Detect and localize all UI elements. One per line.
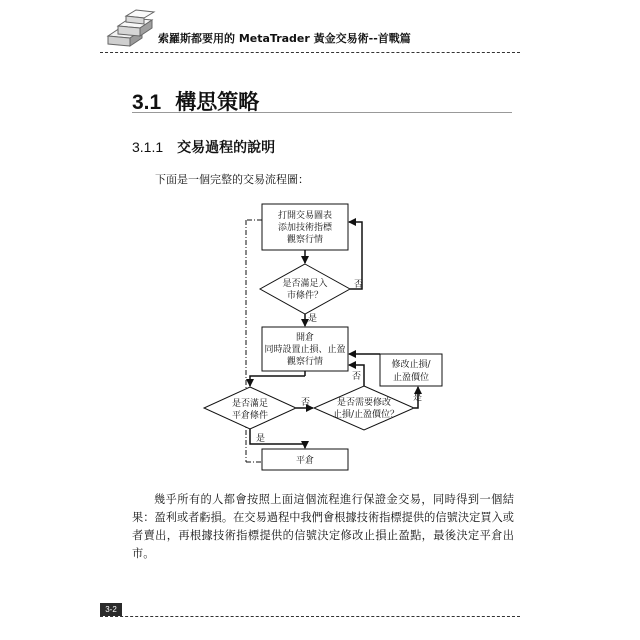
page-number: 3-2: [100, 603, 122, 616]
intro-text: 下面是一個完整的交易流程圖：: [155, 173, 309, 186]
open-chart-line: 打開交易圖表: [277, 211, 333, 221]
footer-divider: [100, 616, 520, 617]
modify-sl-tp-line: 修改止損/: [391, 360, 431, 370]
section-title-text: 構思策略: [175, 90, 260, 114]
close-no-label: 否: [301, 398, 311, 408]
modify-sl-tp-line: 止盈價位: [392, 373, 430, 383]
open-position-line: 同時設置止損、止盈: [264, 345, 346, 355]
header-title: 索羅斯都要用的 MetaTrader 黃金交易術--首戰篇: [158, 32, 411, 45]
close-position-text: 平倉: [295, 456, 315, 466]
modify-condition-diamond: [314, 386, 414, 430]
body-paragraph-rest: 果：盈利或者虧損。在交易過程中我們會根據技術指標提供的信號決定買入或者賣出，再根據技術指標提供的信號決定修改止損止盈點，最後決定平倉出市。: [132, 511, 514, 560]
entry-condition-line: 是否滿足入: [282, 279, 328, 289]
close-condition-line: 平倉條件: [231, 411, 269, 421]
entry-condition-diamond: [260, 264, 350, 314]
open-position-line: 觀察行情: [286, 357, 324, 367]
open-position-line: 開倉: [295, 333, 315, 343]
body-paragraph: [132, 491, 514, 563]
close-condition-line: 是否滿足: [231, 399, 269, 409]
body-paragraph-first: 幾乎所有的人都會按照上面這個流程進行保證金交易，同時得到一個結: [154, 493, 514, 506]
subsection-number: 3.1.1: [132, 139, 164, 155]
subsection-title-text: 交易過程的說明: [177, 140, 276, 156]
flow-arrow: [250, 376, 262, 386]
open-chart-line: 觀察行情: [286, 235, 324, 245]
modify-condition-line: 止損/止盈價位？: [332, 410, 400, 420]
close-yes-label: 是: [256, 434, 266, 444]
entry-condition-line: 市條件？: [286, 291, 324, 301]
entry-no-label: 否: [354, 280, 364, 290]
modify-yes-label: 是: [413, 393, 423, 403]
open-chart-line: 添加技術指標: [277, 223, 333, 233]
modify-no-label: 否: [352, 372, 362, 382]
entry-yes-label: 是: [308, 314, 318, 324]
entry-no-arrow: [349, 222, 362, 289]
section-number: 3.1: [132, 91, 162, 114]
modify-condition-line: 是否需要修改: [336, 398, 392, 408]
